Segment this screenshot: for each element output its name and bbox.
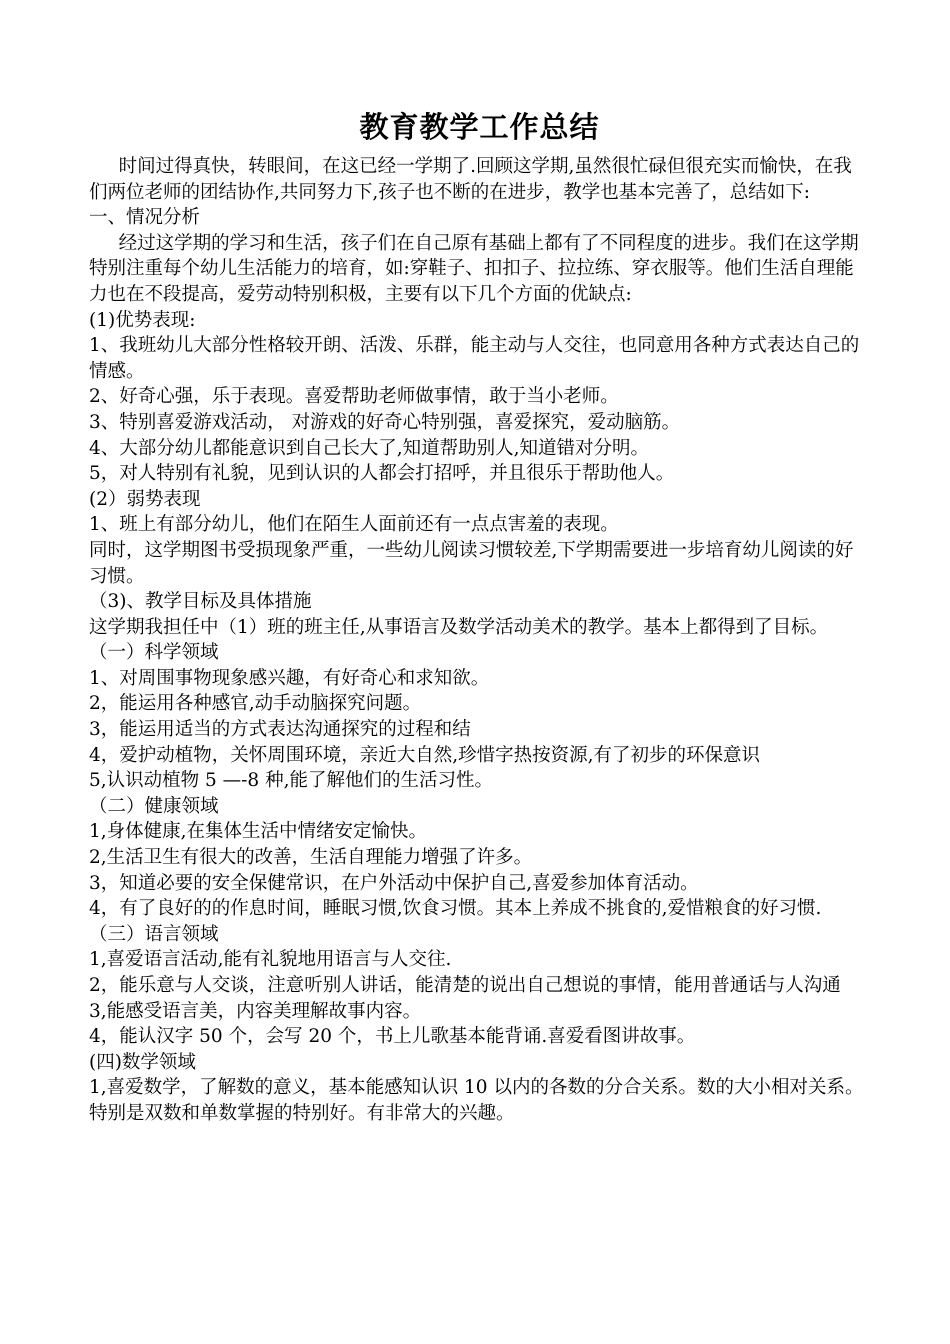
paragraph: 2，能运用各种感官,动手动脑探究问题。 xyxy=(89,693,422,715)
paragraph: 5，对人特别有礼貌，见到认识的人都会打招呼，并且很乐于帮助他人。 xyxy=(89,463,675,485)
paragraph: 3，能运用适当的方式表达沟通探究的过程和结 xyxy=(89,719,471,741)
paragraph: 这学期我担任中（1）班的班主任,从事语言及数学活动美术的教学。基本上都得到了目标。 xyxy=(89,616,829,638)
paragraph: 1,身体健康,在集体生活中情绪安定愉快。 xyxy=(89,821,428,843)
paragraph: （三）语言领域 xyxy=(89,923,219,945)
paragraph: (1)优势表现: xyxy=(89,309,196,331)
paragraph: 4，有了良好的的作息时间，睡眠习惯,饮食习惯。其本上养成不挑食的,爱惜粮食的好习惯. xyxy=(89,898,822,920)
paragraph: 4、大部分幼儿都能意识到自己长大了,知道帮助别人,知道错对分明。 xyxy=(89,437,650,459)
paragraph: （3)、教学目标及具体措施 xyxy=(89,591,312,613)
paragraph: (2）弱势表现 xyxy=(89,488,201,510)
paragraph: 经过这学期的学习和生活，孩子们在自己原有基础上都有了不同程度的进步。我们在这学期特别注重每个幼儿生活能力的培育，如:穿鞋子、扣扣子、拉拉练、穿衣服等。他们生活自理能力也在不段提高，爱劳动特别积极，主要有以下几个方面的优缺点: xyxy=(89,232,859,305)
document-title: 教育教学工作总结 xyxy=(359,110,600,144)
paragraph: 4，爱护动植物，关怀周围环境，亲近大自然,珍惜字热按资源,有了初步的环保意识 xyxy=(89,744,761,766)
paragraph: 同时，这学期图书受损现象严重，一些幼儿阅读习惯较差,下学期需要进一步培育幼儿阅读的好习惯。 xyxy=(89,539,854,587)
paragraph: （二）健康领域 xyxy=(89,795,219,817)
paragraph: 3,能感受语言美，内容美理解故事内容。 xyxy=(89,1000,422,1022)
paragraph: 2，能乐意与人交谈，注意听别人讲话，能清楚的说出自己想说的事情，能用普通话与人沟通 xyxy=(89,975,841,996)
document-body xyxy=(89,154,870,1127)
paragraph: 2、好奇心强，乐于表现。喜爱帮助老师做事情，敢于当小老师。 xyxy=(89,386,619,408)
paragraph: 3、特别喜爱游戏活动， 对游戏的好奇心特别强，喜爱探究，爱动脑筋。 xyxy=(89,411,681,433)
paragraph: 1,喜爱数学，了解数的意义，基本能感知认识 10 以内的各数的分合关系。数的大小相对关系。特别是双数和单数掌握的特别好。有非常大的兴趣。 xyxy=(89,1077,864,1124)
paragraph: 1、我班幼儿大部分性格较开朗、活泼、乐群，能主动与人交往，也同意用各种方式表达自己的情感。 xyxy=(89,335,860,382)
paragraph: 3，知道必要的安全保健常识，在户外活动中保护自己,喜爱参加体育活动。 xyxy=(89,872,699,894)
paragraph: 1、对周围事物现象感兴趣，有好奇心和求知欲。 xyxy=(89,667,490,689)
paragraph: 1、班上有部分幼儿，他们在陌生人面前还有一点点害羞的表现。 xyxy=(89,514,619,536)
paragraph: （一）科学领域 xyxy=(89,642,219,664)
paragraph: 一、情况分析 xyxy=(89,207,201,229)
paragraph: 2,生活卫生有很大的改善，生活自理能力增强了许多。 xyxy=(89,847,533,869)
paragraph: 5,认识动植物 5 —-8 种,能了解他们的生活习性。 xyxy=(89,770,493,792)
paragraph: (四)数学领域 xyxy=(89,1051,196,1073)
paragraph: 1,喜爱语言活动,能有礼貌地用语言与人交往. xyxy=(89,949,452,971)
paragraph: 4，能认汉字 50 个，会写 20 个，书上儿歌基本能背诵.喜爱看图讲故事。 xyxy=(89,1026,696,1048)
paragraph: 时间过得真快，转眼间，在这已经一学期了.回顾这学期,虽然很忙碌但很充实而愉快，在我们两位老师的团结协作,共同努力下,孩子也不断的在进步，教学也基本完善了，总结如下: xyxy=(89,156,852,203)
